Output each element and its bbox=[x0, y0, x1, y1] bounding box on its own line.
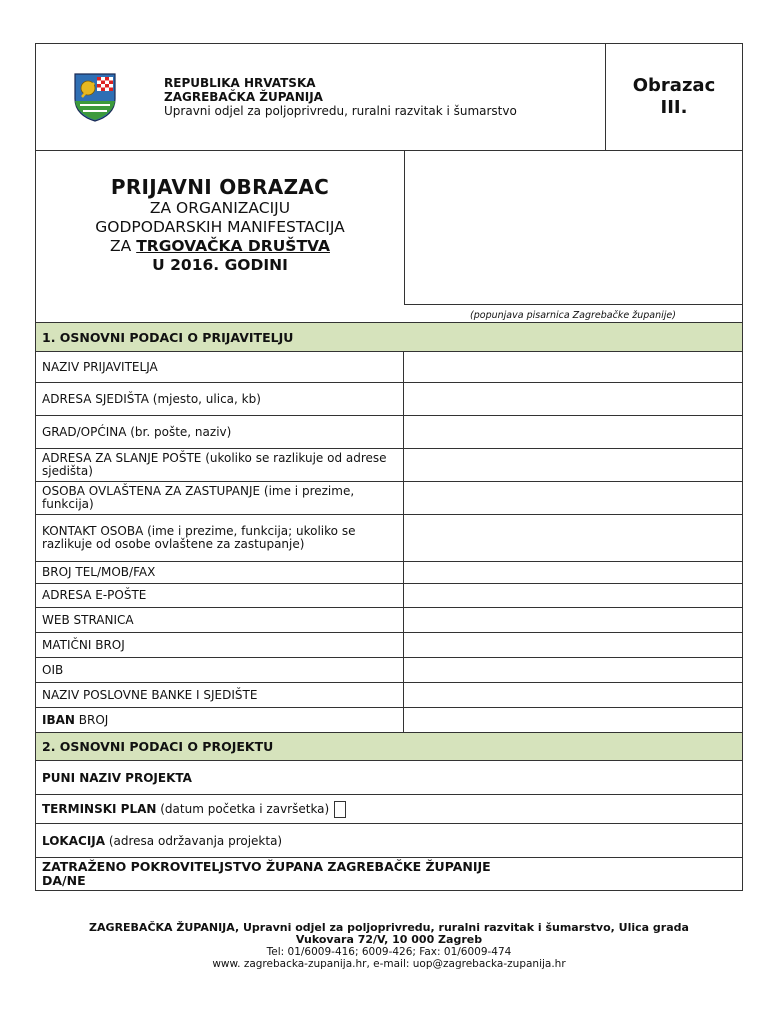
table-row[interactable] bbox=[35, 858, 743, 891]
title-line2: GODPODARSKIH MANIFESTACIJA bbox=[95, 218, 345, 236]
form-number: III. bbox=[660, 97, 688, 118]
field-label: GRAD/OPĆINA (br. pošte, naziv) bbox=[36, 416, 404, 448]
patronage-options: DA/NE bbox=[42, 873, 86, 888]
field-label: OIB bbox=[36, 658, 404, 682]
title-line3-emphasis: TRGOVAČKA DRUŠTVA bbox=[136, 237, 330, 255]
field-label: OSOBA OVLAŠTENA ZA ZASTUPANJE (ime i prezime, funkcija) bbox=[36, 482, 404, 514]
section1-header bbox=[35, 323, 743, 352]
table-row bbox=[35, 658, 743, 683]
iban-input[interactable] bbox=[404, 708, 742, 732]
field-label: ADRESA ZA SLANJE POŠTE (ukoliko se razlikuje od adrese sjedišta) bbox=[36, 449, 404, 481]
field-label: WEB STRANICA bbox=[36, 608, 404, 632]
table-row bbox=[35, 416, 743, 449]
field-label: BROJ TEL/MOB/FAX bbox=[36, 562, 404, 583]
table-row bbox=[35, 683, 743, 708]
location-label-rest: (adresa održavanja projekta) bbox=[105, 833, 283, 848]
table-row bbox=[35, 352, 743, 383]
footer-line1: ZAGREBAČKA ŽUPANIJA, Upravni odjel za poljoprivredu, ruralni razvitak i šumarstvo, Ulica grada bbox=[89, 921, 689, 934]
section2-title: 2. OSNOVNI PODACI O PROJEKTU bbox=[36, 733, 742, 760]
timeline-field bbox=[36, 795, 742, 823]
project-name-field: PUNI NAZIV PROJEKTA bbox=[42, 770, 192, 785]
title-line3-prefix: ZA bbox=[110, 237, 137, 255]
table-row bbox=[35, 515, 743, 562]
oib-input[interactable] bbox=[404, 658, 742, 682]
table-row bbox=[35, 449, 743, 482]
timeline-label-rest: (datum početka i završetka) bbox=[156, 802, 330, 816]
table-row bbox=[35, 383, 743, 416]
iban-label-bold: IBAN bbox=[42, 712, 75, 727]
patronage-field bbox=[36, 858, 742, 890]
email-input[interactable] bbox=[404, 584, 742, 607]
seat-address-input[interactable] bbox=[404, 383, 742, 415]
registry-stamp-box[interactable] bbox=[404, 151, 742, 305]
table-row bbox=[35, 562, 743, 584]
field-label bbox=[36, 708, 404, 732]
contact-person-input[interactable] bbox=[404, 515, 742, 561]
timeline-checkbox[interactable] bbox=[334, 801, 346, 818]
footer-line4: www. zagrebacka-zupanija.hr, e-mail: uop@zagrebacka-zupanija.hr bbox=[212, 958, 566, 970]
form-word: Obrazac bbox=[632, 75, 716, 96]
county-coat-of-arms-icon bbox=[72, 71, 118, 123]
location-field bbox=[36, 824, 742, 857]
table-row bbox=[35, 633, 743, 658]
field-label: NAZIV PRIJAVITELJA bbox=[36, 352, 404, 382]
title-row bbox=[35, 151, 743, 323]
mailing-address-input[interactable] bbox=[404, 449, 742, 481]
authorized-person-input[interactable] bbox=[404, 482, 742, 514]
patronage-label: ZATRAŽENO POKROVITELJSTVO ŽUPANA ZAGREBAČKE ŽUPANIJE bbox=[42, 859, 491, 874]
issuer-block bbox=[164, 76, 517, 118]
department-name: Upravni odjel za poljoprivredu, ruralni razvitak i šumarstvo bbox=[164, 104, 517, 118]
registration-number-input[interactable] bbox=[404, 633, 742, 657]
table-row bbox=[35, 708, 743, 733]
bank-input[interactable] bbox=[404, 683, 742, 707]
table-row[interactable] bbox=[35, 824, 743, 858]
table-row[interactable] bbox=[35, 761, 743, 795]
field-label: KONTAKT OSOBA (ime i prezime, funkcija; ukoliko se razlikuje od osobe ovlaštene za zastupanje) bbox=[36, 515, 404, 561]
table-row bbox=[35, 482, 743, 515]
title-year: U 2016. GODINI bbox=[152, 256, 288, 274]
header-left bbox=[36, 44, 606, 150]
form-id bbox=[606, 44, 742, 150]
application-form bbox=[35, 43, 743, 891]
phone-input[interactable] bbox=[404, 562, 742, 583]
field-label: MATIČNI BROJ bbox=[36, 633, 404, 657]
form-title bbox=[36, 151, 404, 322]
title-line1: ZA ORGANIZACIJU bbox=[149, 199, 291, 217]
section2-header bbox=[35, 733, 743, 761]
footer-line3: Tel: 01/6009-416; 6009-426; Fax: 01/6009-474 bbox=[266, 946, 512, 958]
county-name: ZAGREBAČKA ŽUPANIJA bbox=[164, 90, 323, 104]
table-row bbox=[35, 584, 743, 608]
title-main: PRIJAVNI OBRAZAC bbox=[110, 175, 330, 199]
iban-label-rest: BROJ bbox=[74, 712, 109, 727]
table-row[interactable] bbox=[35, 795, 743, 824]
city-input[interactable] bbox=[404, 416, 742, 448]
field-label: NAZIV POSLOVNE BANKE I SJEDIŠTE bbox=[36, 683, 404, 707]
applicant-name-input[interactable] bbox=[404, 352, 742, 382]
footer-line2: Vukovara 72/V, 10 000 Zagreb bbox=[295, 933, 483, 946]
table-row bbox=[35, 608, 743, 633]
location-label-bold: LOKACIJA bbox=[42, 833, 106, 848]
page-footer bbox=[35, 922, 743, 970]
section1-title: 1. OSNOVNI PODACI O PRIJAVITELJU bbox=[36, 323, 742, 351]
registry-area bbox=[404, 151, 742, 322]
form-header bbox=[35, 43, 743, 151]
field-label: ADRESA SJEDIŠTA (mjesto, ulica, kb) bbox=[36, 383, 404, 415]
title-line3 bbox=[36, 237, 404, 256]
country-name: REPUBLIKA HRVATSKA bbox=[164, 76, 316, 90]
timeline-label-bold: TERMINSKI PLAN bbox=[42, 802, 157, 816]
website-input[interactable] bbox=[404, 608, 742, 632]
field-label: ADRESA E-POŠTE bbox=[36, 584, 404, 607]
registry-note: (popunjava pisarnica Zagrebačke županije) bbox=[470, 310, 676, 321]
